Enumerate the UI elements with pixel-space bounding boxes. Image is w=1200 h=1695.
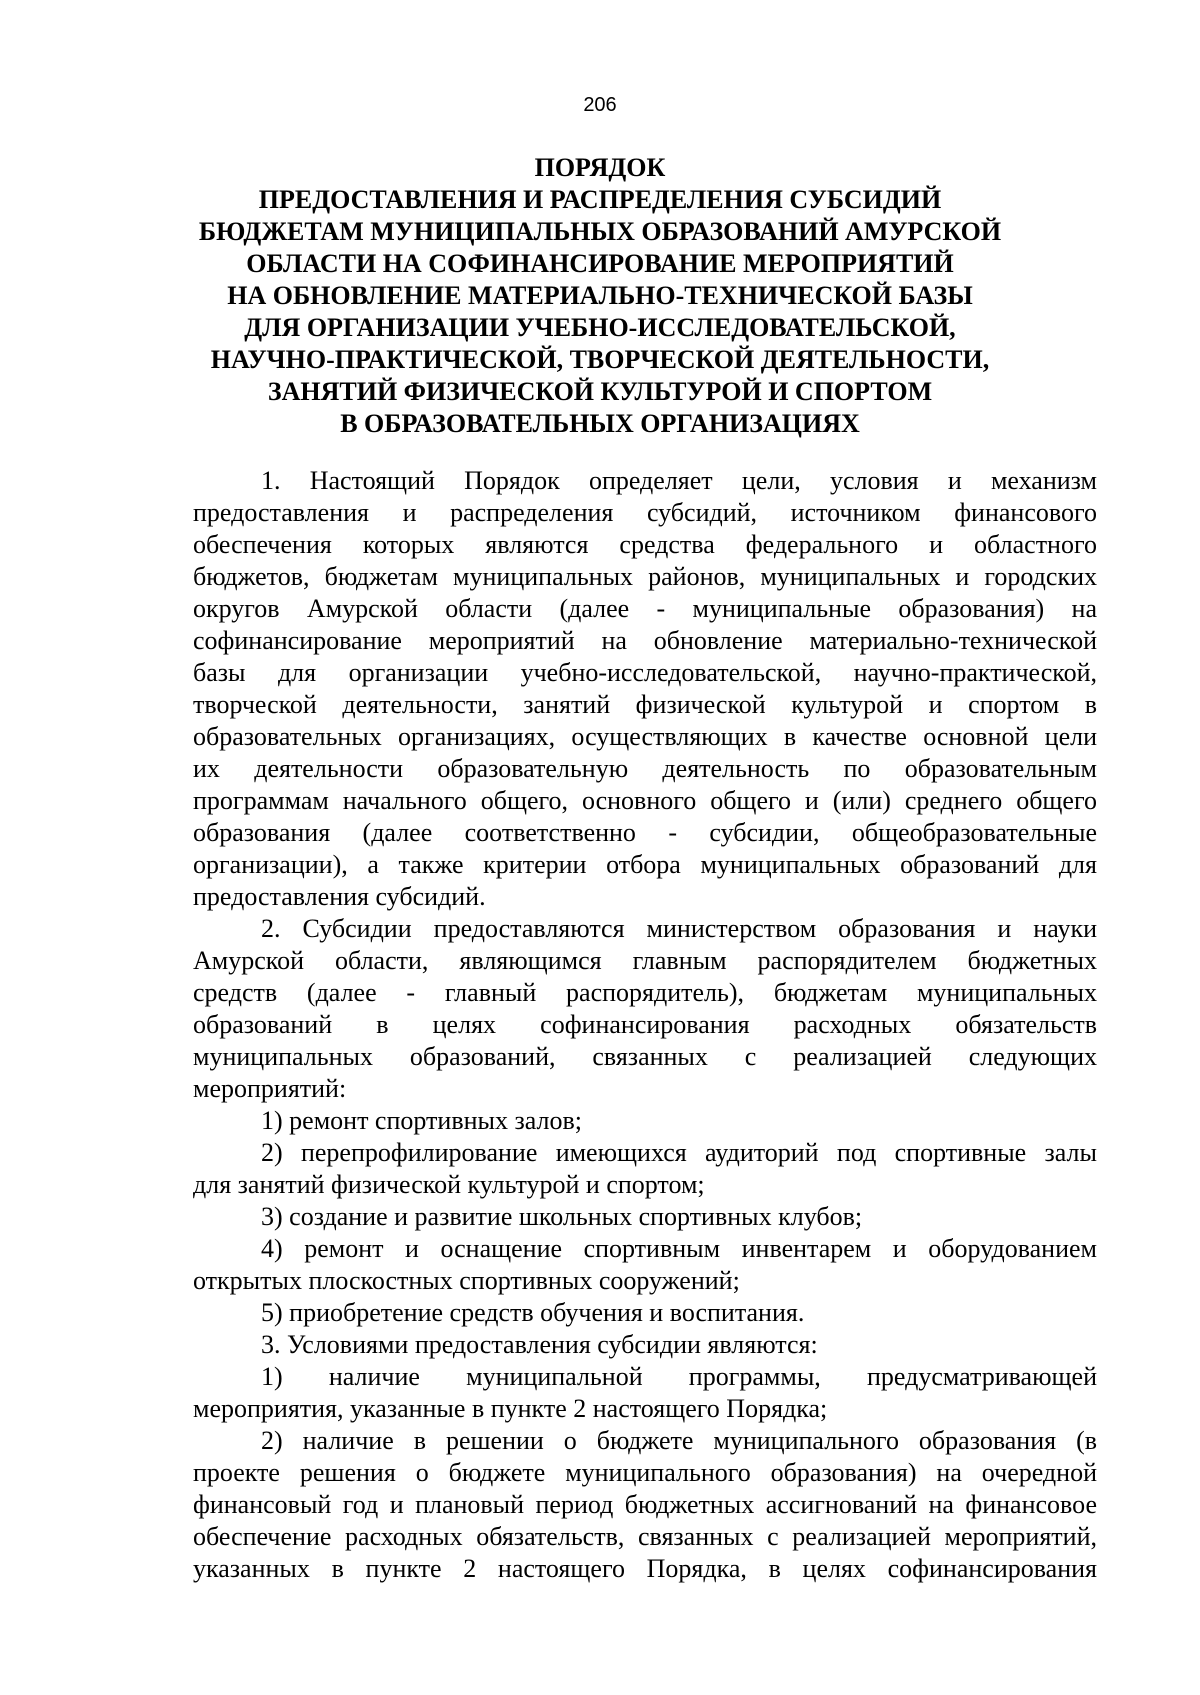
list-item: для занятий физической культурой и спортом; [193,1170,705,1199]
title-line: ОБЛАСТИ НА СОФИНАНСИРОВАНИЕ МЕРОПРИЯТИЙ [246,249,954,278]
paragraph-1-line: программам начального общего, основного общего и (или) среднего общего [193,786,1097,815]
title-line: В ОБРАЗОВАТЕЛЬНЫХ ОРГАНИЗАЦИЯХ [340,409,860,438]
paragraph-1-line: предоставления субсидий. [193,882,486,911]
list-item: 4) ремонт и оснащение спортивным инвентарем и оборудованием [261,1234,1097,1263]
paragraph-1-line: софинансирование мероприятий на обновление материально-технической [193,626,1097,655]
document-body [193,465,1097,1585]
paragraph-2-line: 2. Субсидии предоставляются министерством образования и науки [261,914,1097,943]
paragraph-2-line: муниципальных образований, связанных с реализацией следующих [193,1042,1097,1071]
list-item: 3) создание и развитие школьных спортивных клубов; [261,1202,863,1231]
paragraph-1-line: базы для организации учебно-исследовательской, научно-практической, [193,658,1097,687]
list-item: 1) ремонт спортивных залов; [261,1106,582,1135]
paragraph-2-line: образований в целях софинансирования расходных обязательств [193,1010,1097,1039]
page-number: 206 [583,94,617,116]
paragraph-1-line: образования (далее соответственно - субсидии, общеобразовательные [193,818,1097,847]
paragraph-1-line: бюджетов, бюджетам муниципальных районов, муниципальных и городских [193,562,1097,591]
document-title [150,152,1050,440]
title-line: ПРЕДОСТАВЛЕНИЯ И РАСПРЕДЕЛЕНИЯ СУБСИДИЙ [258,185,942,214]
list-item: обеспечение расходных обязательств, связанных с реализацией мероприятий, [193,1522,1097,1551]
title-line: НАУЧНО-ПРАКТИЧЕСКОЙ, ТВОРЧЕСКОЙ ДЕЯТЕЛЬНОСТИ, [210,345,990,374]
list-item: проекте решения о бюджете муниципального образования) на очередной [193,1458,1097,1487]
list-item: 1) наличие муниципальной программы, предусматривающей [261,1362,1097,1391]
title-line: ДЛЯ ОРГАНИЗАЦИИ УЧЕБНО-ИССЛЕДОВАТЕЛЬСКОЙ, [244,313,956,342]
list-item: финансовый год и плановый период бюджетных ассигнований на финансовое [193,1490,1097,1519]
title-line: НА ОБНОВЛЕНИЕ МАТЕРИАЛЬНО-ТЕХНИЧЕСКОЙ БАЗЫ [227,281,973,310]
title-line: ЗАНЯТИЙ ФИЗИЧЕСКОЙ КУЛЬТУРОЙ И СПОРТОМ [267,377,933,406]
paragraph-1-line: предоставления и распределения субсидий, источником финансового [193,498,1097,527]
paragraph-2-line: средств (далее - главный распорядитель), бюджетам муниципальных [193,978,1097,1007]
paragraph-1-line: 1. Настоящий Порядок определяет цели, условия и механизм [261,466,1097,495]
title-line: БЮДЖЕТАМ МУНИЦИПАЛЬНЫХ ОБРАЗОВАНИЙ АМУРСКОЙ [198,217,1002,246]
title-line: ПОРЯДОК [534,153,666,182]
paragraph-1-line: обеспечения которых являются средства федерального и областного [193,530,1097,559]
paragraph-1-line: округов Амурской области (далее - муниципальные образования) на [193,594,1097,623]
list-item: указанных в пункте 2 настоящего Порядка, в целях софинансирования [193,1554,1097,1583]
list-item: мероприятия, указанные в пункте 2 настоящего Порядка; [193,1394,828,1423]
paragraph-2-line: Амурской области, являющимся главным распорядителем бюджетных [193,946,1097,975]
list-item: 2) наличие в решении о бюджете муниципального образования (в [261,1426,1097,1455]
list-item: 5) приобретение средств обучения и воспитания. [261,1298,805,1327]
paragraph-1-line: творческой деятельности, занятий физической культурой и спортом в [193,690,1097,719]
list-item: 2) перепрофилирование имеющихся аудиторий под спортивные залы [261,1138,1097,1167]
paragraph-1-line: образовательных организациях, осуществляющих в качестве основной цели [193,722,1097,751]
paragraph-1-line: их деятельности образовательную деятельность по образовательным [193,754,1097,783]
paragraph-2-line: мероприятий: [193,1074,347,1103]
list-item: открытых плоскостных спортивных сооружений; [193,1266,740,1295]
paragraph-1-line: организации), а также критерии отбора муниципальных образований для [193,850,1097,879]
paragraph-3-line: 3. Условиями предоставления субсидии являются: [261,1330,818,1359]
